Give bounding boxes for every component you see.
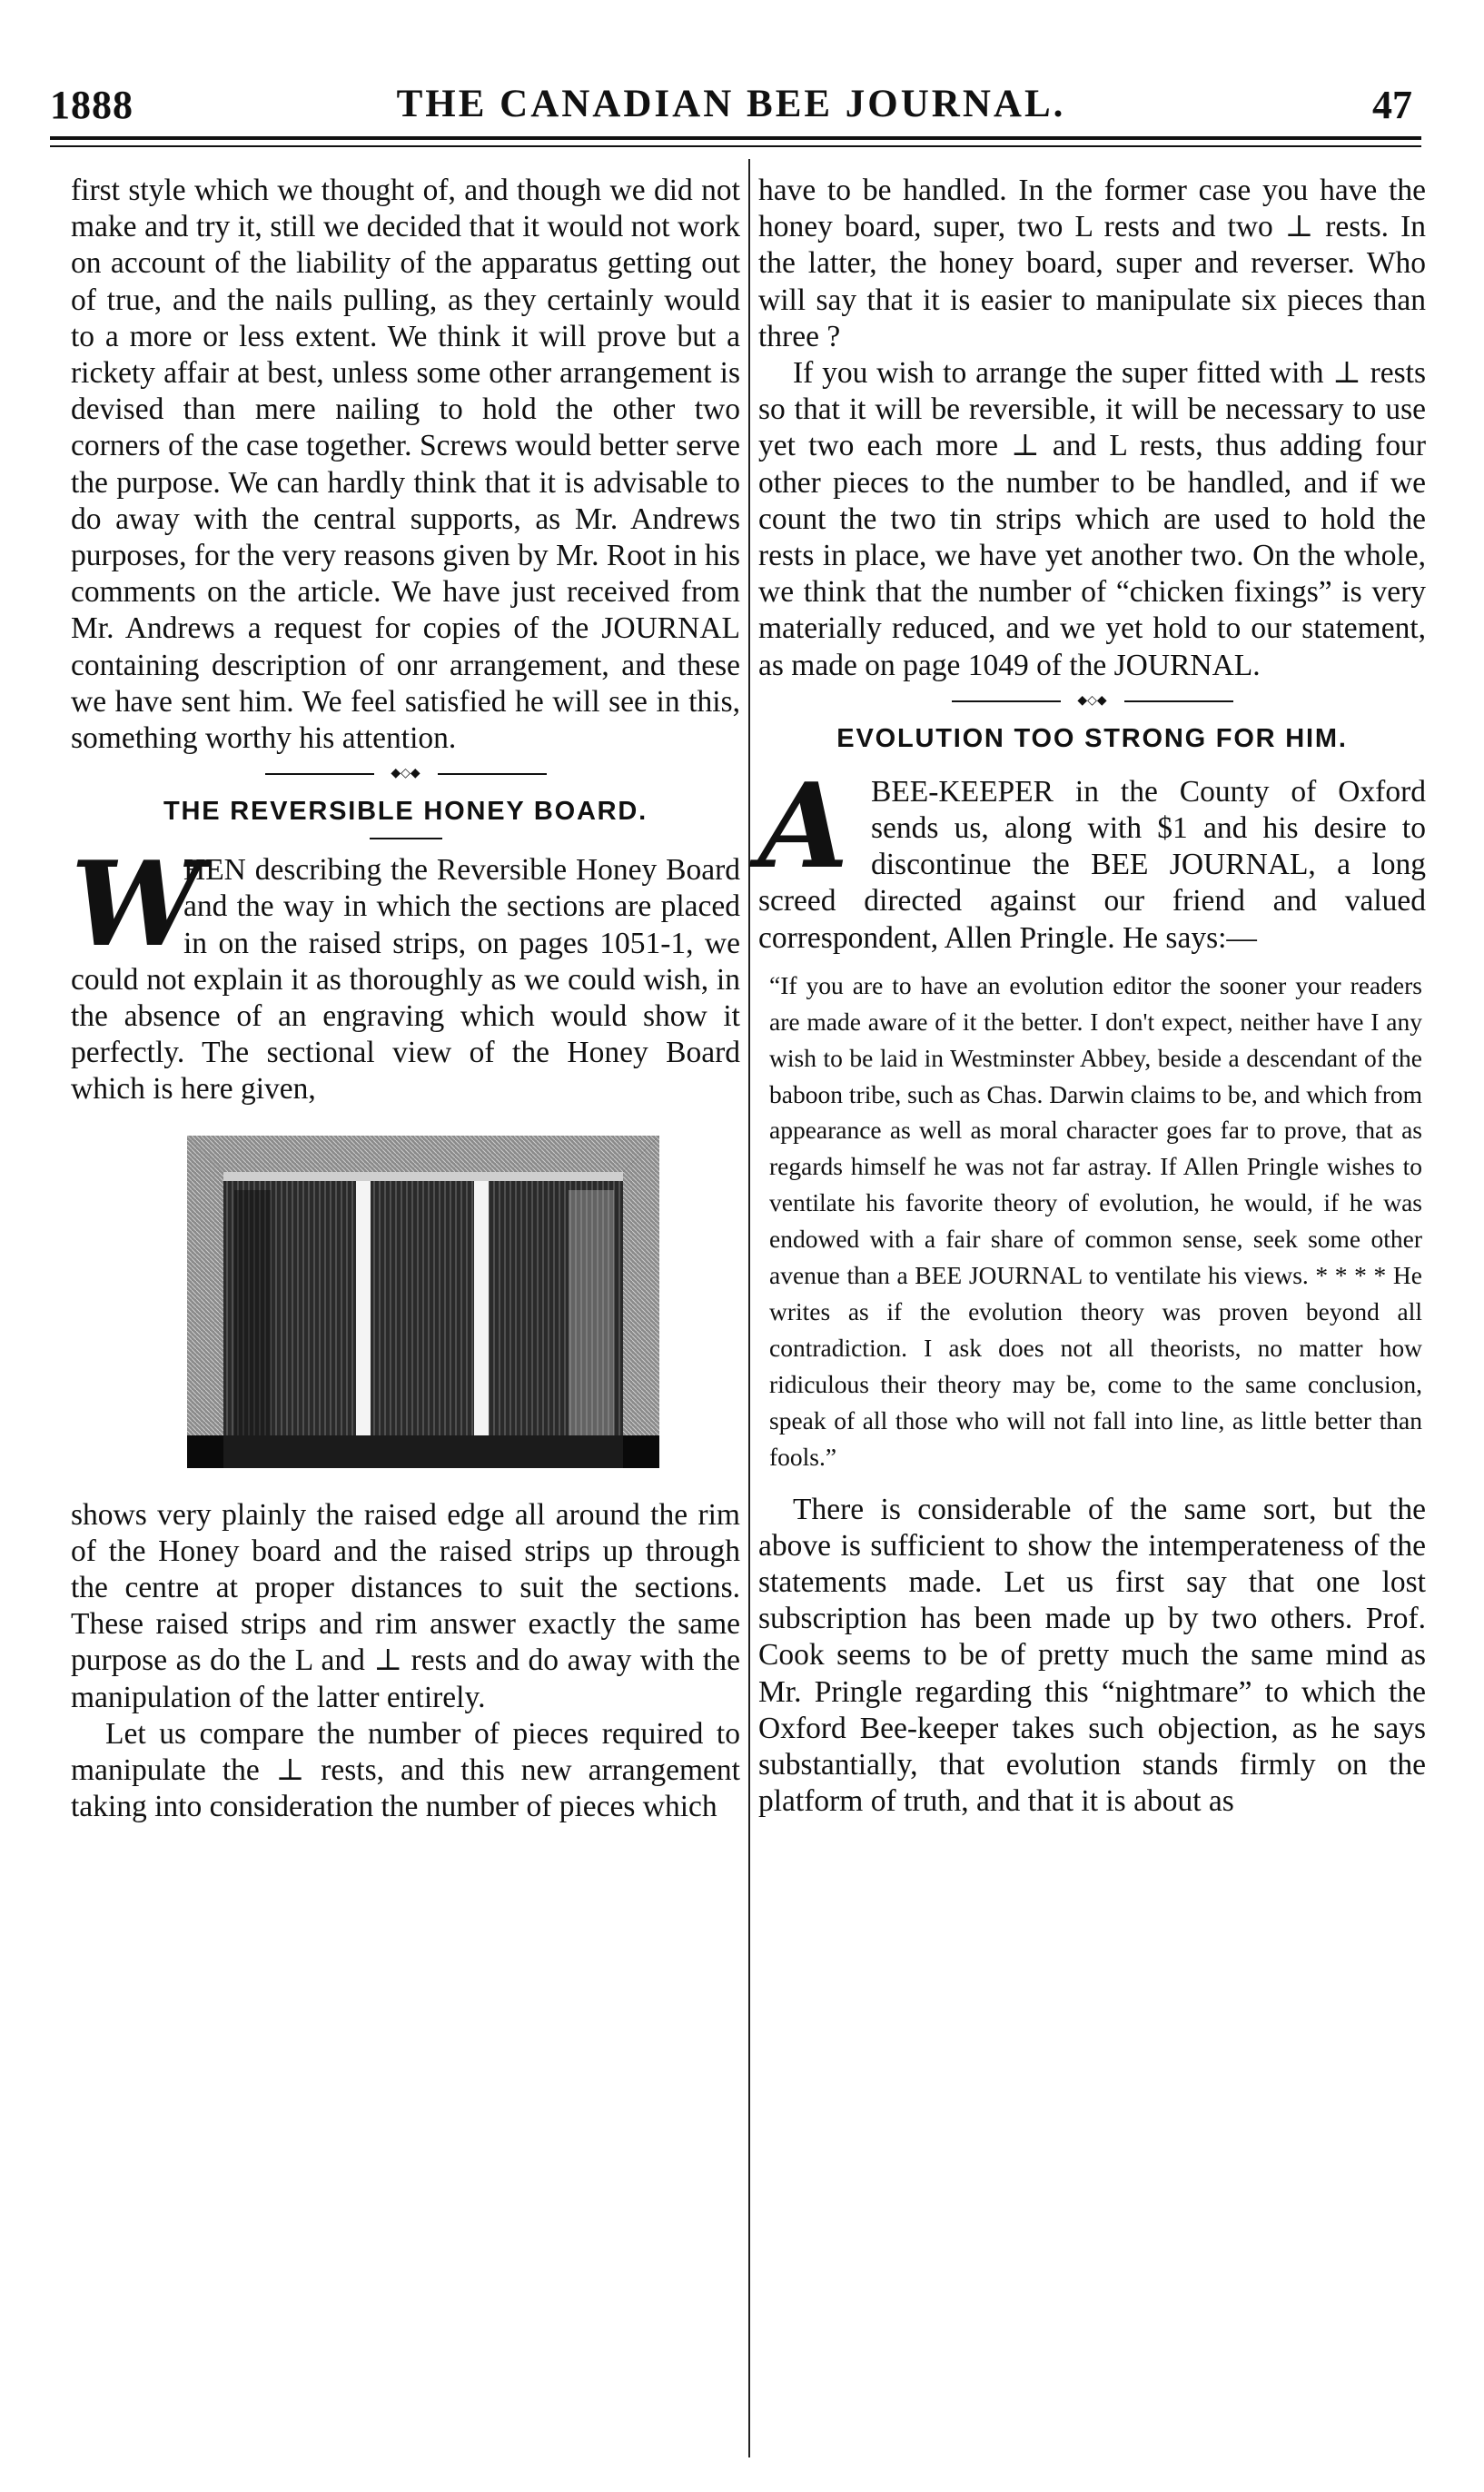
section-ornament: ◆◇◆ xyxy=(265,768,547,780)
right-paragraph-3: BEE-KEEPER in the County of Oxford sends us, along with $1 and his desire to discontinue the BEE JOURNAL, a long screed directed against our friend and valued correspondent, Allen Pringle. He says:— xyxy=(758,774,1426,955)
header-rule-thin xyxy=(50,145,1421,147)
drop-cap-paragraph xyxy=(71,837,740,1107)
header-year: 1888 xyxy=(50,83,134,127)
left-paragraph-4: Let us compare the number of pieces required to manipulate the ⊥ rests, and this new arrangement taking into consideration the number of pieces which xyxy=(71,1716,740,1824)
section-ornament: ◆◇◆ xyxy=(952,695,1233,708)
header-title: THE CANADIAN BEE JOURNAL. xyxy=(396,83,1066,125)
left-paragraph-2: HEN describing the Reversible Honey Board and the way in which the sections are placed in on the raised strips, on pages 1051-1, we could not explain it as thoroughly as we could wish, in the absence of an engraving which would show it perfectly. The sectional view of the Honey Board which is here given, xyxy=(71,853,740,1107)
drop-cap-letter: A xyxy=(758,758,849,895)
heading-reversible-honey-board: THE REVERSIBLE HONEY BOARD. xyxy=(163,797,648,827)
right-paragraph-1: have to be handled. In the former case you have the honey board, super, two L rests and two ⊥ rests. In the latter, the honey board, super and reverser. Who will say that it is easier to manipulate six pieces than three ? xyxy=(758,174,1426,353)
column-divider xyxy=(748,159,750,2457)
letter-quotation: “If you are to have an evolution editor the sooner your readers are made aware of it the better. I don't expect, neither have I any wish to be laid in Westminster Abbey, beside a descendant of the baboon tribe, such as Chas. Darwin claims to be, and which from appearance as well as moral character goes far to prove, that as regards himself he was not far astray. If Allen Pringle wishes to ventilate his favorite theory of evolution, he would, if he was endowed with a fair share of common sense, seek some other avenue than a BEE JOURNAL to ventilate his views. * * * * He writes as if the evolution theory was proven beyond all contradiction. I ask does not all theorists, no matter how ridiculous their theory may be, come to the same conclusion, speak of all those who will not fall into line, as little better than fools.” xyxy=(769,970,1422,1471)
running-header xyxy=(50,82,1412,136)
right-column xyxy=(758,173,1426,1820)
left-paragraph-1: first style which we thought of, and though we did not make and try it, still we decided that it would not work on account of the liability of the apparatus getting out of true, and the nails pulling, as they certainly would to a more or less extent. We think it will prove but a rickety affair at best, unless some other arrangement is devised than mere nailing to hold the other two corners of the case together. Screws would better serve the purpose. We can hardly think that it is advisable to do away with the central supports, as Mr. Andrews purposes, for the very reasons given by Mr. Root in his comments on the article. We have just received from Mr. Andrews a request for copies of the JOURNAL containing description of onr arrangement, and these we have sent him. We feel satisfied he will see in this, something worthy his attention. xyxy=(71,174,740,756)
header-rule-thick xyxy=(50,136,1421,140)
honey-board-engraving-icon xyxy=(187,1136,659,1468)
right-paragraph-2: If you wish to arrange the super fitted with ⊥ rests so that it will be reversible, it will be necessary to use yet two each more ⊥ and L rests, thus adding four other pieces to the number to be handled, and if we count the two tin strips which are used to hold the rests in place, we have yet another two. On the whole, we think that the number of “chicken fixings” is very materially reduced, and we yet hold to our statement, as made on page 1049 of the JOURNAL. xyxy=(758,356,1426,682)
left-column xyxy=(71,173,740,1826)
heading-evolution-too-strong: EVOLUTION TOO STRONG FOR HIM. xyxy=(836,723,1348,753)
left-paragraph-3: shows very plainly the raised edge all around the rim of the Honey board and the raised strips up through the centre at proper distances to suit the sections. These raised strips and rim answer exactly the same purpose as do the L and ⊥ rests and do away with the manipulation of the latter entirely. xyxy=(71,1497,740,1714)
drop-cap-paragraph xyxy=(758,758,1426,957)
header-page-number: 47 xyxy=(1372,83,1412,127)
drop-cap-letter: W xyxy=(71,837,202,974)
right-paragraph-4: There is considerable of the same sort, but the above is sufficient to show the intemperateness of the statements made. Let us first say that one lost subscription has been made up by two others. Prof. Cook seems to be of pretty much the same mind as Mr. Pringle regarding this “nightmare” to which the Oxford Bee-keeper takes such objection, as he says substantially, that evolution stands firmly on the platform of truth, and that it is about as xyxy=(758,1492,1426,1819)
heading-underline xyxy=(370,838,442,839)
